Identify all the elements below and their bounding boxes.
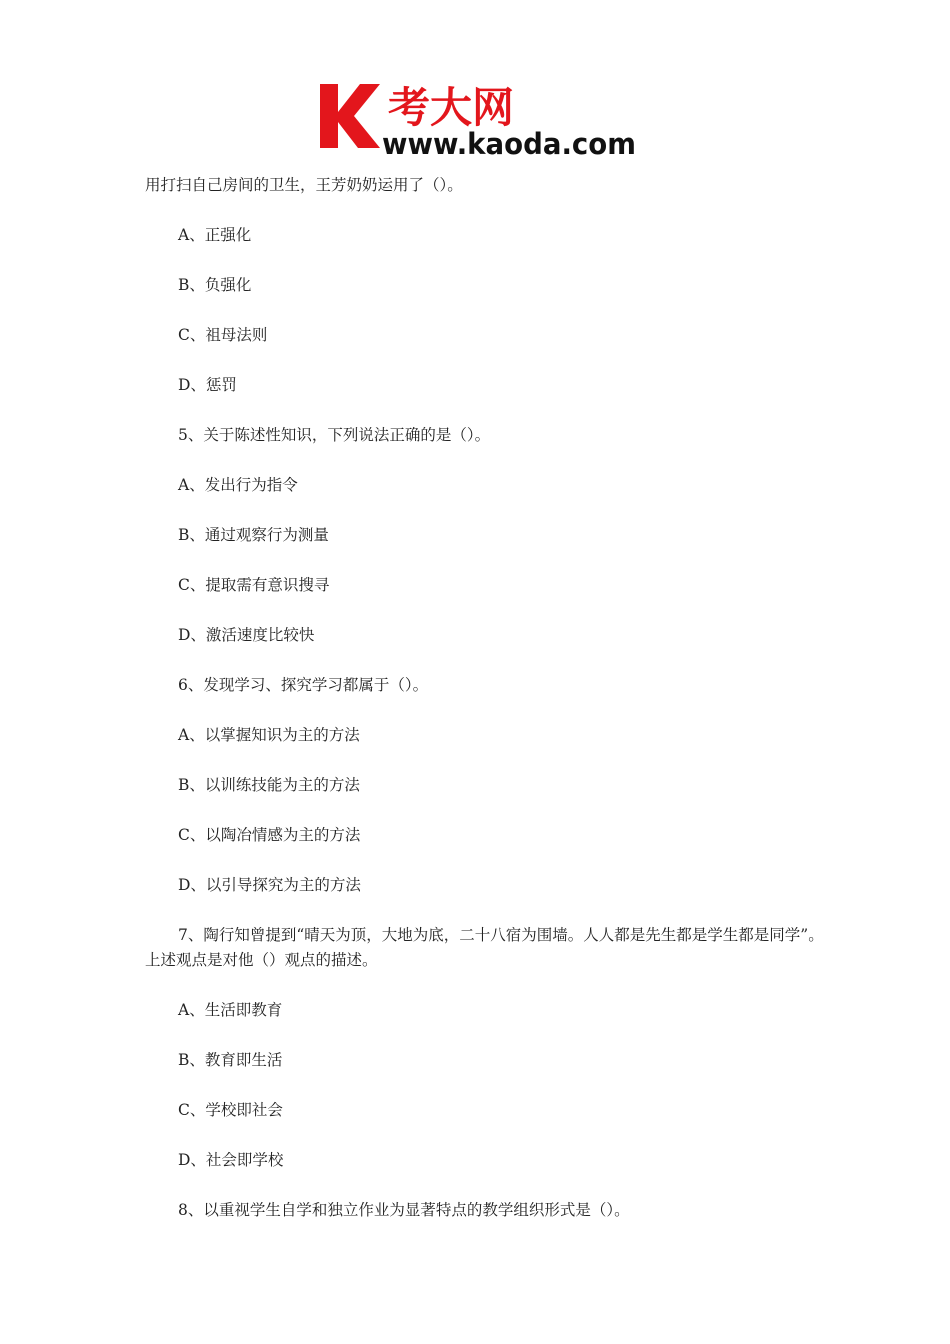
answer-option: D、激活速度比较快 <box>178 626 315 644</box>
question-text: 7、陶行知曾提到“晴天为顶，大地为底，二十八宿为围墙。人人都是先生都是学生都是同学”。上述观点是对他（）观点的描述。 <box>145 926 824 969</box>
question-text: 5、关于陈述性知识，下列说法正确的是（）。 <box>178 426 491 444</box>
k-mark-icon <box>320 84 380 148</box>
answer-option: B、教育即生活 <box>178 1051 283 1069</box>
answer-option: A、发出行为指令 <box>178 476 298 494</box>
answer-option: B、以训练技能为主的方法 <box>178 776 360 794</box>
answer-option: D、以引导探究为主的方法 <box>178 876 361 894</box>
answer-option: D、社会即学校 <box>178 1151 284 1169</box>
document-body <box>145 173 825 1248</box>
answer-option: C、祖母法则 <box>178 326 268 344</box>
answer-option: B、通过观察行为测量 <box>178 526 329 544</box>
answer-option: A、以掌握知识为主的方法 <box>178 726 360 744</box>
question-text: 8、以重视学生自学和独立作业为显著特点的教学组织形式是（）。 <box>178 1201 630 1219</box>
brand-name-cn: 考大网 <box>388 83 515 132</box>
answer-option: C、以陶冶情感为主的方法 <box>178 826 361 844</box>
question-text: 6、发现学习、探究学习都属于（）。 <box>178 676 429 694</box>
answer-option: A、正强化 <box>178 226 252 244</box>
answer-option: B、负强化 <box>178 276 252 294</box>
kaoda-logo-graphic <box>318 78 640 162</box>
answer-option: C、提取需有意识搜寻 <box>178 576 330 594</box>
question-text: 用打扫自己房间的卫生，王芳奶奶运用了（）。 <box>145 176 463 194</box>
answer-option: D、惩罚 <box>178 376 237 394</box>
answer-option: C、学校即社会 <box>178 1101 283 1119</box>
brand-url: www.kaoda.com <box>382 127 636 161</box>
kaoda-logo <box>318 78 640 162</box>
answer-option: A、生活即教育 <box>178 1001 283 1019</box>
